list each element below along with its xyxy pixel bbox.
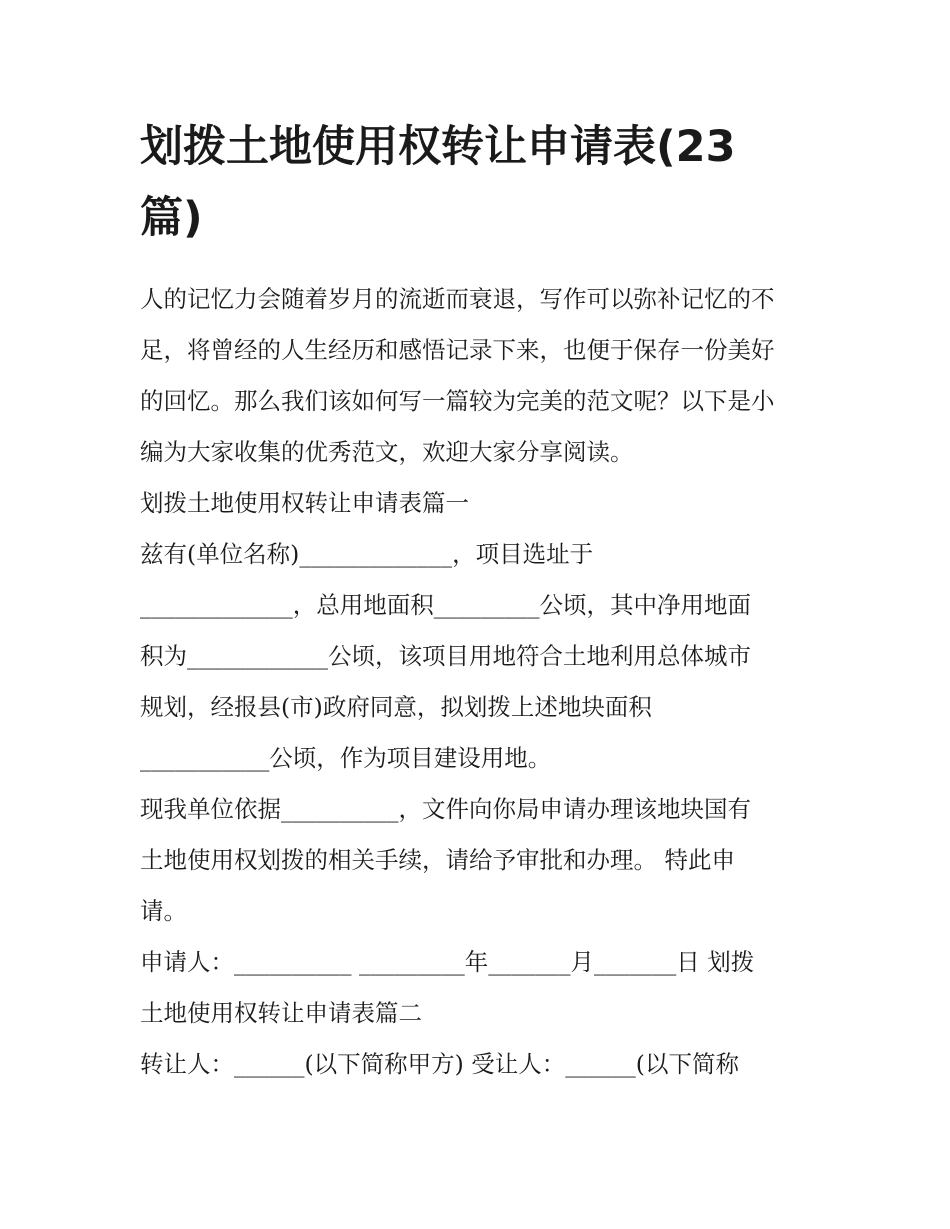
intro-line: 人的记忆力会随着岁月的流逝而衰退，写作可以弥补记忆的不 xyxy=(140,285,775,313)
section2-heading: 土地使用权转让申请表篇二 xyxy=(140,999,422,1027)
signature-block xyxy=(140,937,812,1039)
intro-line: 足，将曾经的人生经历和感悟记录下来，也便于保存一份美好 xyxy=(140,336,775,364)
section1-request xyxy=(140,784,812,937)
section1-line: 积为____________公顷，该项目用地符合土地利用总体城市 xyxy=(140,642,751,670)
request-line: 请。 xyxy=(140,897,187,925)
section1-heading xyxy=(140,478,812,529)
request-line: 现我单位依据__________，文件向你局申请办理该地块国有 xyxy=(140,795,751,823)
section1-line: ___________公顷，作为项目建设用地。 xyxy=(140,744,552,772)
document-page xyxy=(140,112,812,1090)
section1-line: 规划，经报县(市)政府同意，拟划拨上述地块面积 xyxy=(140,693,652,721)
request-line: 土地使用权划拨的相关手续，请给予审批和办理。 特此申 xyxy=(140,846,735,874)
intro-line: 的回忆。那么我们该如何写一篇较为完美的范文呢？以下是小 xyxy=(140,387,775,415)
signature-line: 申请人：__________ _________年_______月_______日 划拨 xyxy=(140,948,755,976)
section2-line: 转让人：______(以下简称甲方) 受让人：______(以下简称 xyxy=(140,1050,739,1078)
section1-line: _____________，总用地面积_________公顷，其中净用地面 xyxy=(140,591,751,619)
section1-heading-text: 划拨土地使用权转让申请表篇一 xyxy=(140,489,469,517)
intro-paragraph xyxy=(140,274,812,478)
title-line-2: 篇) xyxy=(140,193,203,243)
section1-body xyxy=(140,529,812,784)
section1-line: 兹有(单位名称)_____________，项目选址于 xyxy=(140,540,594,568)
section2-body xyxy=(140,1039,812,1090)
intro-line: 编为大家收集的优秀范文，欢迎大家分享阅读。 xyxy=(140,438,634,466)
title-line-1: 划拨土地使用权转让申请表(23 xyxy=(140,122,736,172)
document-title xyxy=(140,112,812,254)
